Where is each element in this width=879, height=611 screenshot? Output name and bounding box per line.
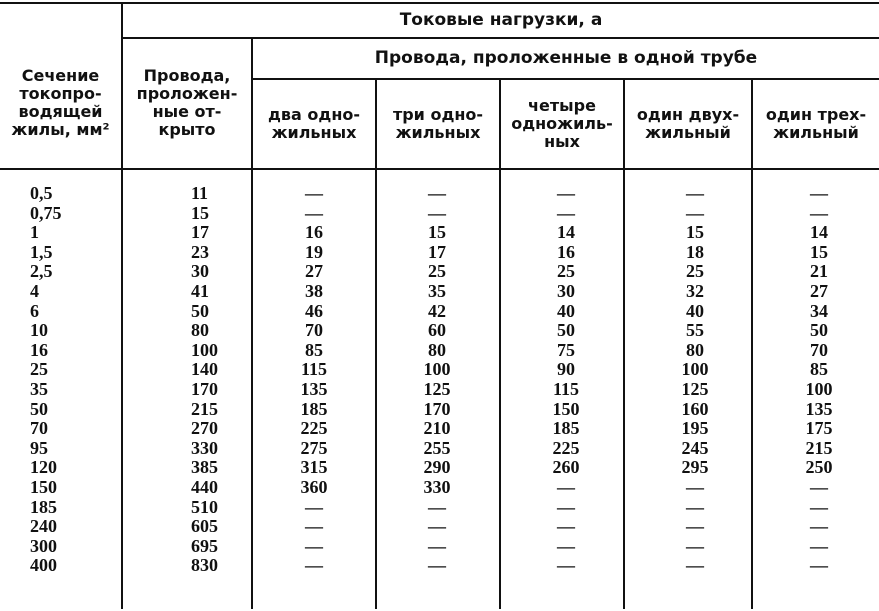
table-cell: 17 bbox=[191, 222, 209, 243]
table-cell: 80 bbox=[686, 339, 704, 360]
table-cell: 115 bbox=[300, 359, 327, 380]
table-cell: — bbox=[305, 202, 323, 223]
table-cell: 290 bbox=[423, 457, 451, 478]
header-three-single: три одно- жильных bbox=[392, 105, 484, 142]
table-cell: 14 bbox=[557, 222, 575, 243]
table-cell: 30 bbox=[557, 280, 575, 301]
table-cell: — bbox=[686, 496, 704, 517]
header-in-pipe: Провода, проложенные в одной трубе bbox=[374, 47, 758, 68]
table-cell: 330 bbox=[423, 476, 451, 497]
table-cell: 225 bbox=[552, 437, 580, 458]
table-cell: 85 bbox=[810, 359, 828, 380]
table-cell: 605 bbox=[191, 516, 218, 537]
table-cell: 15 bbox=[191, 202, 209, 223]
table-cell: 27 bbox=[305, 261, 323, 282]
table-cell: 15 bbox=[428, 222, 446, 243]
table-cell: 300 bbox=[30, 535, 57, 556]
table-cell: — bbox=[557, 496, 575, 517]
table-cell: 32 bbox=[686, 280, 704, 301]
column-section bbox=[30, 184, 118, 576]
table-cell: 150 bbox=[30, 476, 57, 497]
table-cell: — bbox=[305, 183, 323, 203]
table-cell: 120 bbox=[30, 457, 57, 478]
table-cell: 330 bbox=[191, 437, 218, 458]
table-cell: 85 bbox=[305, 339, 323, 360]
table-cell: — bbox=[686, 476, 704, 497]
table-cell: 90 bbox=[557, 359, 575, 380]
table-cell: 50 bbox=[30, 398, 48, 419]
table-cell: — bbox=[305, 496, 323, 517]
table-cell: 185 bbox=[552, 418, 580, 439]
table-cell: 295 bbox=[681, 457, 709, 478]
table-cell: 70 bbox=[305, 320, 323, 341]
table-cell: 260 bbox=[552, 457, 580, 478]
table-cell: 510 bbox=[191, 496, 218, 517]
table-cell: 185 bbox=[300, 398, 328, 419]
table-cell: 1,5 bbox=[30, 241, 53, 262]
table-cell: 185 bbox=[30, 496, 57, 517]
table-cell: 42 bbox=[428, 300, 446, 321]
table-cell: 215 bbox=[191, 398, 218, 419]
table-cell: — bbox=[557, 555, 575, 576]
table-cell: 125 bbox=[681, 378, 709, 399]
table-cell: — bbox=[428, 496, 446, 517]
table-cell: 195 bbox=[681, 418, 709, 439]
table-cell: 30 bbox=[191, 261, 209, 282]
column-four-single bbox=[535, 184, 597, 576]
table-cell: — bbox=[810, 516, 828, 537]
table-cell: 270 bbox=[191, 418, 218, 439]
table-cell: 115 bbox=[552, 378, 579, 399]
table-cell: 35 bbox=[428, 280, 446, 301]
table-cell: 15 bbox=[686, 222, 704, 243]
table-cell: 70 bbox=[810, 339, 828, 360]
table-cell: — bbox=[557, 476, 575, 497]
table-cell: — bbox=[557, 202, 575, 223]
table-cell: 170 bbox=[423, 398, 451, 419]
header-loads: Токовые нагрузки, а bbox=[399, 9, 603, 30]
table-cell: — bbox=[305, 535, 323, 556]
table-cell: 21 bbox=[810, 261, 828, 282]
table-cell: 400 bbox=[30, 555, 57, 576]
table-cell: 150 bbox=[552, 398, 580, 419]
table-cell: — bbox=[686, 183, 704, 203]
table-cell: — bbox=[428, 555, 446, 576]
header-open: Провода, проложен- ные от- крыто bbox=[136, 65, 238, 139]
table-cell: 100 bbox=[191, 339, 218, 360]
table-cell: 135 bbox=[300, 378, 328, 399]
table-cell: — bbox=[810, 535, 828, 556]
table-cell: 140 bbox=[191, 359, 218, 380]
table-cell: — bbox=[428, 202, 446, 223]
table-cell: 0,75 bbox=[30, 202, 62, 223]
table-cell: 215 bbox=[805, 437, 833, 458]
table-cell: 6 bbox=[30, 300, 39, 321]
table-cell: 10 bbox=[30, 320, 48, 341]
table-cell: 25 bbox=[557, 261, 575, 282]
table-cell: 100 bbox=[805, 378, 833, 399]
header-section: Сечение токопро- водящей жилы, мм² bbox=[11, 65, 110, 139]
table-cell: 40 bbox=[557, 300, 575, 321]
table-cell: 830 bbox=[191, 555, 218, 576]
table-cell: 25 bbox=[686, 261, 704, 282]
table-cell: 170 bbox=[191, 378, 218, 399]
table-cell: 19 bbox=[305, 241, 323, 262]
table-cell: 46 bbox=[305, 300, 323, 321]
table-cell: 100 bbox=[423, 359, 451, 380]
table-cell: 250 bbox=[805, 457, 833, 478]
column-three-single bbox=[406, 184, 468, 576]
table-cell: 25 bbox=[30, 359, 48, 380]
table-cell: 14 bbox=[810, 222, 828, 243]
column-two-single bbox=[283, 184, 345, 576]
column-one-triple bbox=[788, 184, 850, 576]
table-cell: 16 bbox=[557, 241, 575, 262]
table-cell: 23 bbox=[191, 241, 209, 262]
table-cell: 75 bbox=[557, 339, 575, 360]
table-cell: 160 bbox=[681, 398, 709, 419]
table-cell: 0,5 bbox=[30, 183, 53, 203]
table-cell: 34 bbox=[810, 300, 828, 321]
table-cell: — bbox=[428, 516, 446, 537]
table-cell: — bbox=[428, 183, 446, 203]
table-cell: — bbox=[557, 516, 575, 537]
table-cell: 125 bbox=[423, 378, 451, 399]
table-cell: 100 bbox=[681, 359, 709, 380]
table-cell: 4 bbox=[30, 280, 39, 301]
header-four-single: четыре одножиль- ных bbox=[511, 96, 613, 151]
table-cell: 315 bbox=[300, 457, 328, 478]
table-cell: 225 bbox=[300, 418, 328, 439]
table-cell: 80 bbox=[428, 339, 446, 360]
table-cell: — bbox=[686, 555, 704, 576]
table-cell: 27 bbox=[810, 280, 828, 301]
header-one-triple: один трех- жильный bbox=[765, 105, 867, 142]
table-cell: 18 bbox=[686, 241, 704, 262]
table-cell: 41 bbox=[191, 280, 209, 301]
table-cell: 210 bbox=[423, 418, 451, 439]
table-cell: 360 bbox=[300, 476, 328, 497]
table-cell: 25 bbox=[428, 261, 446, 282]
table-cell: — bbox=[810, 202, 828, 223]
table-cell: 40 bbox=[686, 300, 704, 321]
table-cell: — bbox=[810, 183, 828, 203]
table-cell: 80 bbox=[191, 320, 209, 341]
table-cell: 1 bbox=[30, 222, 39, 243]
table-cell: 50 bbox=[557, 320, 575, 341]
table-cell: 695 bbox=[191, 535, 218, 556]
table-cell: 38 bbox=[305, 280, 323, 301]
header-two-single: два одно- жильных bbox=[267, 105, 360, 142]
table-cell: 175 bbox=[805, 418, 833, 439]
table-cell: 440 bbox=[191, 476, 218, 497]
table-cell: 50 bbox=[191, 300, 209, 321]
table-cell: 95 bbox=[30, 437, 48, 458]
table-cell: 15 bbox=[810, 241, 828, 262]
header-one-double: один двух- жильный bbox=[636, 105, 740, 142]
table-cell: 70 bbox=[30, 418, 48, 439]
table-cell: — bbox=[428, 535, 446, 556]
table-cell: 245 bbox=[681, 437, 709, 458]
table-cell: — bbox=[810, 496, 828, 517]
table-cell: — bbox=[305, 555, 323, 576]
table-cell: 2,5 bbox=[30, 261, 53, 282]
table-cell: 60 bbox=[428, 320, 446, 341]
table-cell: 17 bbox=[428, 241, 446, 262]
table-cell: 275 bbox=[300, 437, 328, 458]
table-cell: 240 bbox=[30, 516, 57, 537]
column-open bbox=[191, 184, 249, 576]
table-cell: 11 bbox=[191, 183, 209, 203]
table-cell: 135 bbox=[805, 398, 833, 419]
table-cell: — bbox=[305, 516, 323, 537]
table-cell: — bbox=[686, 516, 704, 537]
table-cell: — bbox=[686, 535, 704, 556]
table-cell: 55 bbox=[686, 320, 704, 341]
table-cell: — bbox=[557, 535, 575, 556]
table-cell: — bbox=[810, 476, 828, 497]
header-bottom-rule bbox=[0, 168, 879, 170]
table-cell: 16 bbox=[305, 222, 323, 243]
table-cell: — bbox=[557, 183, 575, 203]
table-cell: 35 bbox=[30, 378, 48, 399]
table-cell: 385 bbox=[191, 457, 218, 478]
table-cell: 50 bbox=[810, 320, 828, 341]
table-cell: — bbox=[686, 202, 704, 223]
column-one-double bbox=[664, 184, 726, 576]
table-cell: 255 bbox=[423, 437, 451, 458]
table-cell: — bbox=[810, 555, 828, 576]
table-cell: 16 bbox=[30, 339, 48, 360]
